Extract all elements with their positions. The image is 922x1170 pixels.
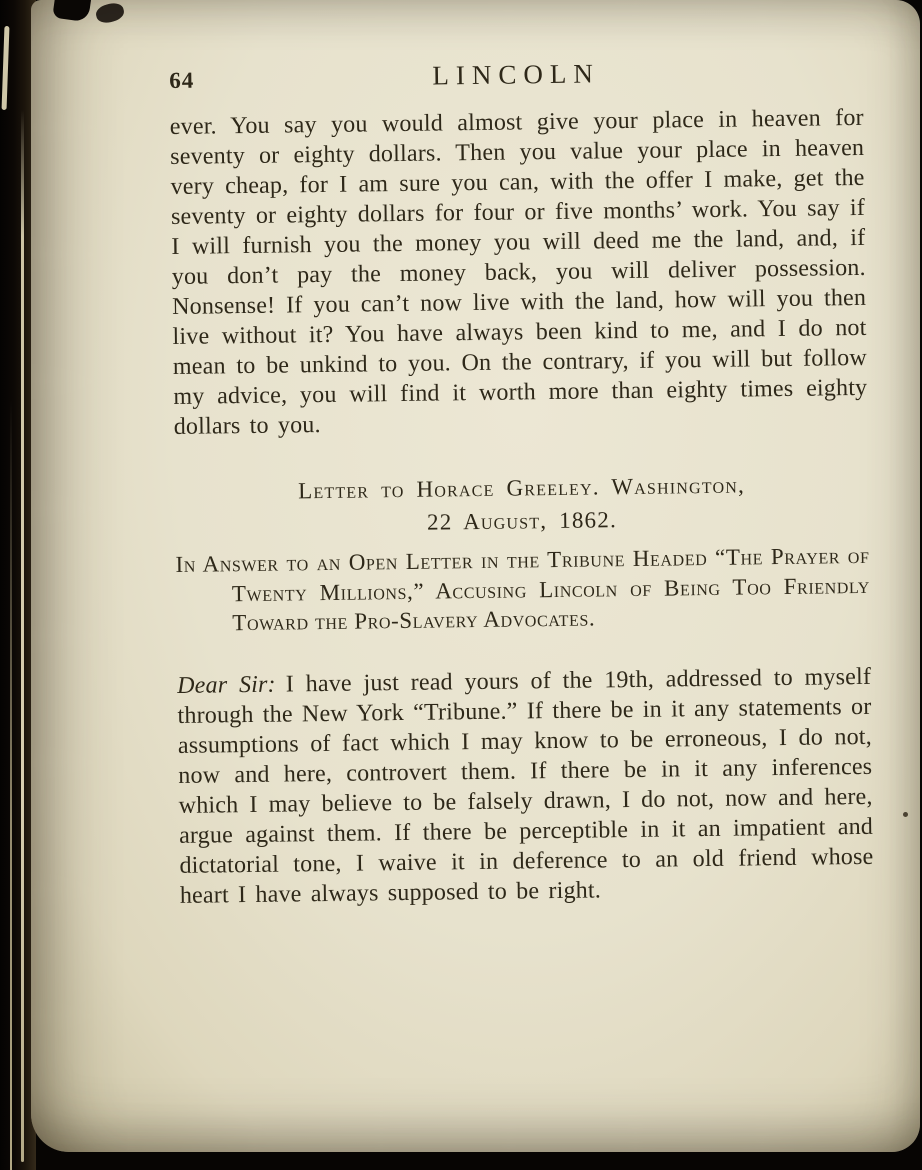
letter-salutation: Dear Sir:	[176, 671, 276, 699]
body-paragraph-continuation: ever. You say you would almost give your place in heaven for seventy or eighty dollars. Then you value your place in heaven very cheap, for I am sure you can, with the offer I make, get the seventy or eighty dollars for four or five months’ work. You say if I will furnish you the money you will deed me the land, and, if you don’t pay the money back, you will deliver possession. Nonsense! If you can’t now live with the land, how will you then live without it? You have always been kind to me, and I do not mean to be unkind to you. On the contrary, if you will but follow my advice, you will find it worth more than eighty times eighty dollars to you.	[169, 104, 868, 440]
letter-heading-line2: 22 August, 1862.	[426, 507, 618, 535]
page-number: 64	[169, 67, 195, 93]
printed-content	[169, 55, 874, 911]
page-edge-line-inner	[10, 400, 12, 1170]
print-speck	[903, 812, 908, 817]
letter-heading	[174, 467, 869, 542]
letter-body-text: I have just read yours of the 19th, addressed to myself through the New York “Tribune.” If there be in it any statements or assumptions of fact which I may know to be erroneous, I do not, now and here, controvert them. If there be in it any inferences which I may believe to be falsely drawn, I do not, now and here, argue against them. If there be perceptible in it an impatient and dictatorial tone, I waive it in deference to an old friend whose heart I have always supposed to be right.	[177, 663, 874, 909]
running-header: LINCOLN	[432, 58, 601, 91]
letter-subheading: In Answer to an Open Letter in the Tribune Headed “The Prayer of Twenty Millions,” Accusing Lincoln of Being Too Friendly Toward the Pro-Slavery Advocates.	[175, 542, 871, 636]
letter-heading-line1: Letter to Horace Greeley. Washington,	[297, 472, 746, 504]
letter-body-paragraph	[177, 661, 874, 910]
page-header-row	[169, 55, 863, 100]
book-page	[31, 0, 920, 1152]
page-edge-line-outer	[21, 110, 24, 1162]
